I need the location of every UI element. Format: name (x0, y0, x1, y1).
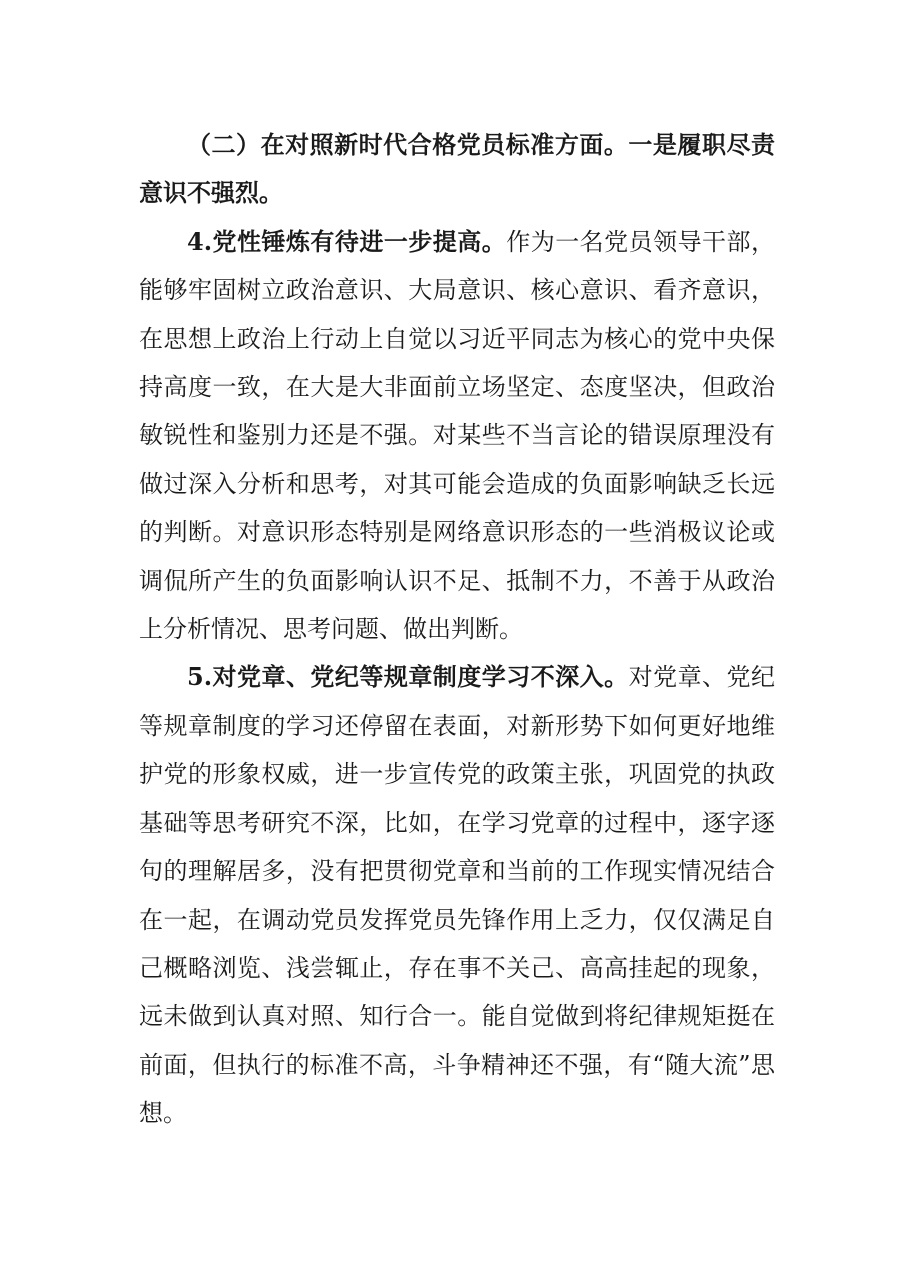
paragraph-4-lead: 4.党性锤炼有待进一步提高。 (187, 226, 507, 256)
paragraph-5-lead: 5.对党章、党纪等规章制度学习不深入。 (187, 662, 629, 692)
section-heading: （二）在对照新时代合格党员标准方面。一是履职尽责意识不强烈。 (139, 130, 775, 208)
paragraph-5 (139, 653, 775, 1137)
paragraph-5-body: 对党章、党纪等规章制度的学习还停留在表面，对新形势下如何更好地维护党的形象权威，进一步宣传党的政策主张，巩固党的执政基础等思考研究不深，比如，在学习党章的过程中，逐字逐句的理解居多，没有把贯彻党章和当前的工作现实情况结合在一起，在调动党员发挥党员先锋作用上乏力，仅仅满足自己概略浏览、浅尝辄止，存在事不关己、高高挂起的现象，远未做到认真对照、知行合一。能自觉做到将纪律规矩挺在前面，但执行的标准不高，斗争精神还不强，有“随大流”思想。 (139, 663, 776, 1128)
paragraph-4 (139, 218, 775, 654)
paragraph-4-body: 作为一名党员领导干部，能够牢固树立政治意识、大局意识、核心意识、看齐意识，在思想上政治上行动上自觉以习近平同志为核心的党中央保持高度一致，在大是大非面前立场坚定、态度坚决，但政治敏锐性和鉴别力还是不强。对某些不当言论的错误原理没有做过深入分析和思考，对其可能会造成的负面影响缺乏长远的判断。对意识形态特别是网络意识形态的一些消极议论或调侃所产生的负面影响认识不足、抵制不力，不善于从政治上分析情况、思考问题、做出判断。 (139, 227, 776, 644)
document-body (139, 121, 775, 1138)
